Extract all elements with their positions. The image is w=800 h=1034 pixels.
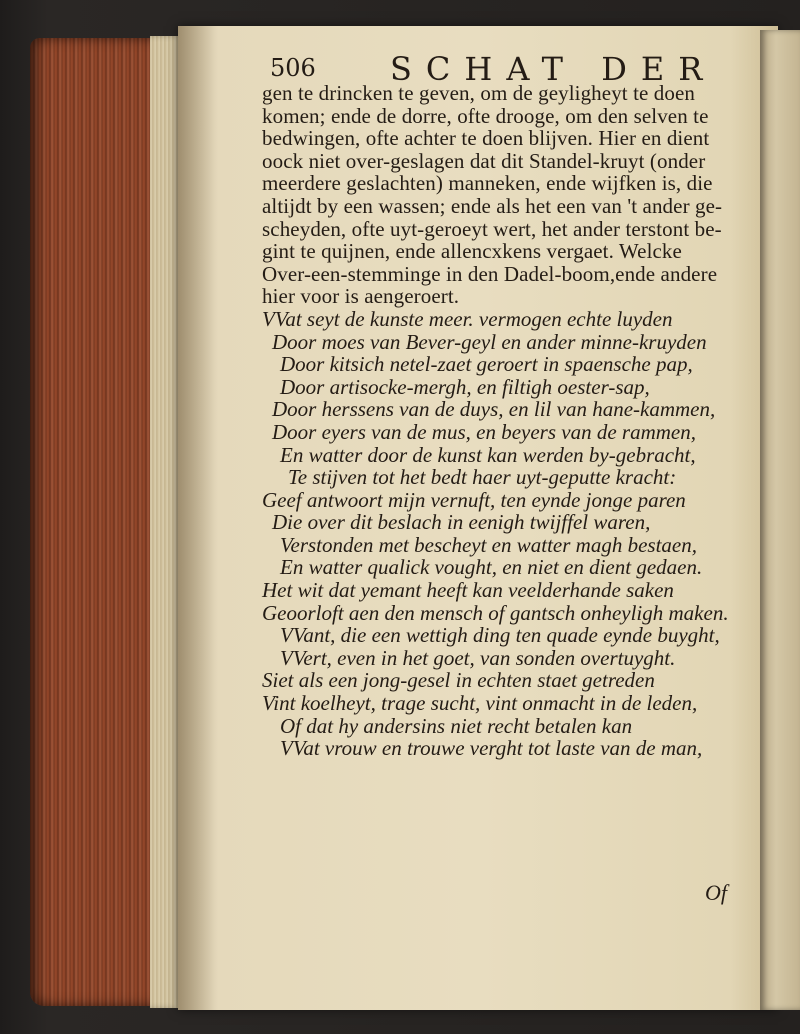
verse-line: VVat vrouw en trouwe verght tot laste van de man, [280,736,703,761]
prose-line: altijdt by een wassen; ende als het een van 't ander ge- [262,193,723,218]
verse-line: Of dat hy andersins niet recht betalen kan [280,713,633,738]
verse-line: En watter qualick vought, en niet en dient gedaen. [280,555,703,580]
prose-line: meerdere geslachten) manneken, ende wijfken is, die [262,171,713,196]
spine-shadow [178,26,218,1010]
prose-line: oock niet over-geslagen dat dit Standel-kruyt (onder [262,148,706,173]
verse-line: Geef antwoort mijn vernuft, ten eynde jonge paren [262,487,686,512]
prose-line: Over-een-stemminge in den Dadel-boom,ende andere [262,261,718,286]
verse-line: Vint koelheyt, trage sucht, vint onmacht in de leden, [262,691,698,716]
verse-line: Het wit dat yemant heeft kan veelderhande saken [262,578,674,603]
next-page-edge [760,30,800,1010]
text-block [262,82,762,760]
verse-line: Te stijven tot het bedt haer uyt-geputte kracht: [288,465,677,490]
verse-line: Door artisocke-mergh, en filtigh oester-sap, [280,374,650,399]
verse-line: Siet als een jong-gesel in echten staet getreden [262,668,655,693]
page-number: 506 [270,54,316,82]
verse-line: Door herssens van de duys, en lil van hane-kammen, [272,397,716,422]
verse-line: VVant, die een wettigh ding ten quade eynde buyght, [280,623,720,648]
verse-line: Verstonden met bescheyt en watter magh bestaen, [280,532,697,557]
prose-line: komen; ende de dorre, ofte drooge, om den selven te [262,103,709,128]
catchword: Of [705,880,727,905]
verse-line: Geoorloft aen den mensch of gantsch onheyligh maken. [262,600,729,625]
verse-line: Door eyers van de mus, en beyers van de rammen, [272,419,696,444]
verse-line: Door kitsich netel-zaet geroert in spaensche pap, [280,352,693,377]
prose-line: gen te drincken te geven, om de geyligheyt te doen [262,81,696,105]
verse-line: VVat seyt de kunste meer. vermogen echte luyden [262,306,673,331]
verse-line: Door moes van Bever-geyl en ander minne-kruyden [272,329,707,354]
verse-line: Die over dit beslach in eenigh twijffel waren, [272,510,651,535]
book-edge [30,38,160,1006]
verse-line: En watter door de kunst kan werden by-gebracht, [280,442,696,467]
prose-line: bedwingen, ofte achter te doen blijven. Hier en dient [262,126,710,151]
prose-line: hier voor is aengeroert. [262,284,460,309]
prose-line: gint te quijnen, ende allencxkens vergaet. Welcke [262,239,682,264]
verse-line: VVert, even in het goet, van sonden overtuyght. [280,645,676,670]
running-title: SCHAT DER [390,50,717,88]
prose-line: scheyden, ofte uyt-geroeyt wert, het ander terstont be- [262,216,722,241]
